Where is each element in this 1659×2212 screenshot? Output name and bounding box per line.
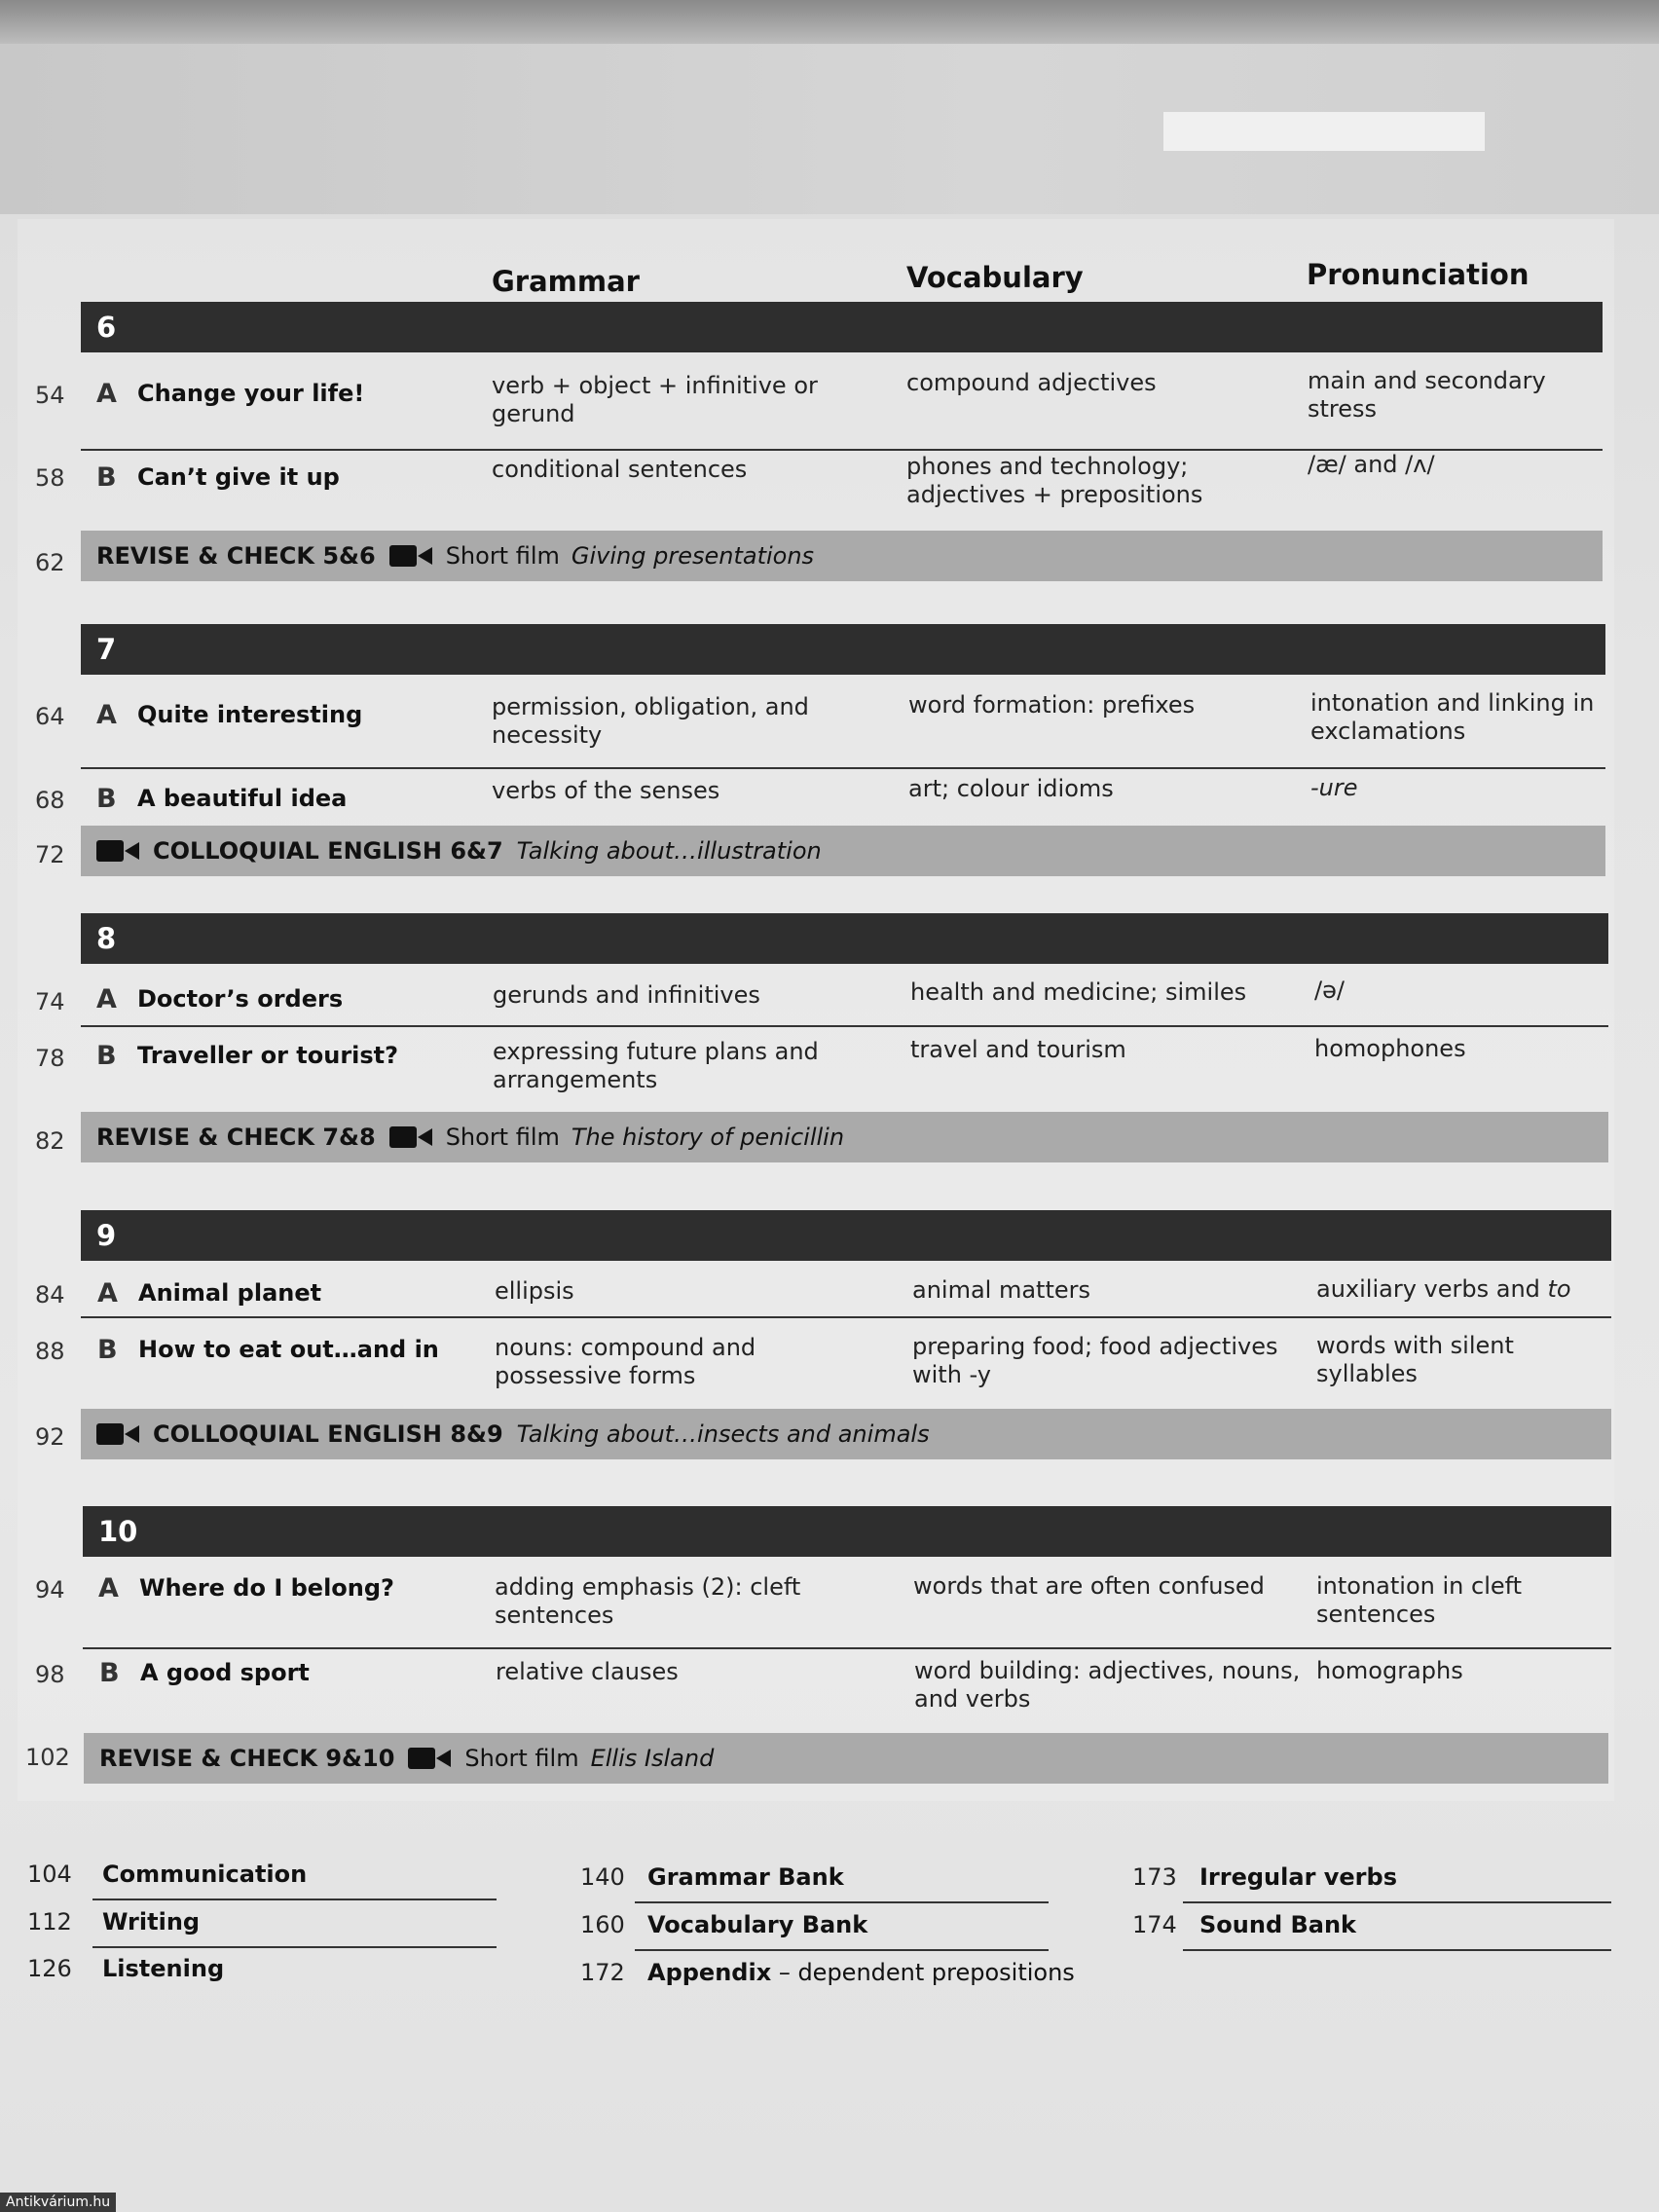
- lesson-letter[interactable]: A: [96, 984, 117, 1014]
- review-title: REVISE & CHECK 9&10: [99, 1745, 395, 1772]
- back-matter-listening[interactable]: Listening: [102, 1955, 225, 1982]
- short-film-label: Short film: [445, 542, 560, 570]
- lesson-page-number: 94: [35, 1576, 65, 1604]
- column-heading-pronunciation: Pronunciation: [1307, 258, 1530, 291]
- row-divider: [83, 1647, 1611, 1649]
- lesson-pronunciation: -ure: [1310, 774, 1358, 801]
- lesson-vocabulary: art; colour idioms: [908, 775, 1114, 802]
- lesson-grammar: permission, obligation, and necessity: [492, 693, 809, 749]
- unit-header-9: 9: [81, 1210, 1611, 1261]
- lesson-grammar: adding emphasis (2): cleft sentences: [495, 1573, 801, 1629]
- review-bar[interactable]: [81, 1112, 1608, 1162]
- lesson-pronunciation: /æ/ and /ʌ/: [1308, 451, 1435, 478]
- lesson-vocabulary: word building: adjectives, nouns, and verbs: [914, 1657, 1301, 1713]
- lesson-grammar: expressing future plans and arrangements: [493, 1038, 819, 1093]
- lesson-grammar: verbs of the senses: [492, 777, 720, 804]
- back-matter-rule: [1183, 1901, 1611, 1903]
- lesson-letter[interactable]: B: [97, 1335, 118, 1365]
- lesson-pronunciation: homographs: [1316, 1657, 1463, 1684]
- lesson-letter[interactable]: B: [96, 1041, 117, 1071]
- lesson-vocabulary: compound adjectives: [906, 369, 1157, 396]
- back-matter-irregular-verbs[interactable]: Irregular verbs: [1199, 1863, 1397, 1891]
- lesson-title[interactable]: Traveller or tourist?: [137, 1042, 399, 1069]
- back-matter-page: 174: [1132, 1911, 1177, 1938]
- lesson-page-number: 98: [35, 1661, 65, 1688]
- lesson-title[interactable]: Where do I belong?: [139, 1574, 394, 1602]
- back-matter-page: 172: [580, 1959, 625, 1986]
- lesson-letter[interactable]: A: [98, 1573, 119, 1604]
- video-camera-icon: [408, 1748, 451, 1769]
- back-matter-vocabulary-bank[interactable]: Vocabulary Bank: [647, 1911, 868, 1938]
- row-divider: [81, 1316, 1611, 1318]
- lesson-letter[interactable]: B: [96, 784, 117, 814]
- lesson-title[interactable]: A beautiful idea: [137, 785, 348, 812]
- lesson-grammar: gerunds and infinitives: [493, 981, 760, 1009]
- lesson-pronunciation: words with silent syllables: [1316, 1332, 1514, 1387]
- review-page-number: 72: [35, 841, 65, 868]
- lesson-vocabulary: preparing food; food adjectives with -y: [912, 1333, 1278, 1388]
- review-bar[interactable]: [81, 826, 1605, 876]
- film-title[interactable]: Talking about…insects and animals: [516, 1420, 930, 1448]
- unit-header-8: 8: [81, 913, 1608, 964]
- review-bar[interactable]: [81, 1409, 1611, 1459]
- lesson-pronunciation: [1316, 1275, 1608, 1304]
- lesson-grammar: nouns: compound and possessive forms: [495, 1334, 756, 1389]
- back-matter-communication[interactable]: Communication: [102, 1861, 308, 1888]
- short-film-label: Short film: [445, 1124, 560, 1151]
- lesson-page-number: 54: [35, 382, 65, 409]
- lesson-page-number: 88: [35, 1338, 65, 1365]
- lesson-vocabulary: words that are often confused: [913, 1572, 1265, 1600]
- lesson-page-number: 58: [35, 464, 65, 492]
- review-page-number: 62: [35, 549, 65, 576]
- review-title: COLLOQUIAL ENGLISH 6&7: [153, 837, 503, 865]
- row-divider: [81, 1025, 1608, 1027]
- film-title[interactable]: The history of penicillin: [571, 1124, 845, 1151]
- back-matter-page: 112: [27, 1908, 72, 1936]
- column-heading-vocabulary: Vocabulary: [906, 261, 1084, 294]
- watermark: Antikvárium.hu: [0, 2193, 116, 2212]
- review-page-number: 82: [35, 1127, 65, 1155]
- unit-header-7: 7: [81, 624, 1605, 675]
- lesson-pronunciation: homophones: [1314, 1035, 1466, 1062]
- back-matter-rule: [635, 1949, 1049, 1951]
- film-title[interactable]: Giving presentations: [571, 542, 815, 570]
- lesson-page-number: 78: [35, 1045, 65, 1072]
- review-title: REVISE & CHECK 7&8: [96, 1124, 376, 1151]
- lesson-letter[interactable]: B: [96, 462, 117, 493]
- back-matter-page: 140: [580, 1863, 625, 1891]
- back-matter-rule: [92, 1946, 497, 1948]
- review-bar[interactable]: [84, 1733, 1608, 1784]
- back-matter-sound-bank[interactable]: Sound Bank: [1199, 1911, 1357, 1938]
- video-camera-icon: [389, 545, 432, 567]
- appendix-label: Appendix: [647, 1959, 772, 1986]
- lesson-title[interactable]: Change your life!: [137, 380, 365, 407]
- lesson-title[interactable]: Doctor’s orders: [137, 985, 344, 1013]
- back-matter-rule: [92, 1899, 497, 1900]
- video-camera-icon: [96, 1423, 139, 1445]
- pronunciation-italic: to: [1547, 1275, 1571, 1303]
- short-film-label: Short film: [464, 1745, 579, 1772]
- lesson-pronunciation: /ə/: [1314, 977, 1345, 1004]
- column-heading-grammar: Grammar: [492, 265, 640, 298]
- lesson-vocabulary: health and medicine; similes: [910, 978, 1247, 1006]
- back-matter-rule: [1183, 1949, 1611, 1951]
- lesson-vocabulary: travel and tourism: [910, 1036, 1126, 1063]
- back-matter-page: 173: [1132, 1863, 1177, 1891]
- pronunciation-text: auxiliary verbs and: [1316, 1275, 1548, 1303]
- lesson-title[interactable]: A good sport: [140, 1659, 310, 1686]
- film-title[interactable]: Ellis Island: [590, 1745, 715, 1772]
- lesson-pronunciation: intonation and linking in exclamations: [1310, 689, 1595, 745]
- video-camera-icon: [96, 840, 139, 862]
- review-title: COLLOQUIAL ENGLISH 8&9: [153, 1420, 503, 1448]
- lesson-grammar: relative clauses: [496, 1658, 679, 1685]
- lesson-letter[interactable]: A: [96, 379, 117, 409]
- lesson-page-number: 68: [35, 787, 65, 814]
- lesson-grammar: ellipsis: [495, 1277, 574, 1305]
- back-matter-page: 126: [27, 1955, 72, 1982]
- review-page-number: 102: [25, 1744, 70, 1771]
- lesson-letter[interactable]: A: [96, 700, 117, 730]
- lesson-title[interactable]: Quite interesting: [137, 701, 363, 728]
- lesson-letter[interactable]: A: [97, 1278, 118, 1309]
- appendix-rest: – dependent prepositions: [771, 1959, 1075, 1986]
- lesson-title[interactable]: How to eat out…and in: [138, 1336, 439, 1363]
- lesson-letter[interactable]: B: [99, 1658, 120, 1688]
- video-camera-icon: [389, 1126, 432, 1148]
- row-divider: [81, 767, 1605, 769]
- lesson-grammar: verb + object + infinitive or gerund: [492, 372, 818, 427]
- lesson-vocabulary: word formation: prefixes: [908, 691, 1196, 719]
- back-matter-writing[interactable]: Writing: [102, 1908, 201, 1936]
- lesson-page-number: 64: [35, 703, 65, 730]
- unit-header-6: 6: [81, 302, 1603, 352]
- film-title[interactable]: Talking about…illustration: [516, 837, 822, 865]
- lesson-title[interactable]: Can’t give it up: [137, 463, 340, 491]
- lesson-vocabulary: phones and technology; adjectives + prepositions: [906, 453, 1203, 508]
- back-matter-rule: [635, 1901, 1049, 1903]
- back-matter-appendix[interactable]: [647, 1959, 1075, 1986]
- unit-header-10: 10: [83, 1506, 1611, 1557]
- review-page-number: 92: [35, 1423, 65, 1451]
- lesson-pronunciation: main and secondary stress: [1308, 367, 1546, 423]
- background-box: [1163, 112, 1485, 151]
- back-matter-grammar-bank[interactable]: Grammar Bank: [647, 1863, 844, 1891]
- lesson-page-number: 84: [35, 1281, 65, 1309]
- lesson-page-number: 74: [35, 988, 65, 1015]
- review-title: REVISE & CHECK 5&6: [96, 542, 376, 570]
- back-matter-page: 104: [27, 1861, 72, 1888]
- lesson-vocabulary: animal matters: [912, 1276, 1091, 1304]
- review-bar[interactable]: [81, 531, 1603, 581]
- lesson-grammar: conditional sentences: [492, 456, 748, 483]
- lesson-title[interactable]: Animal planet: [138, 1279, 322, 1307]
- back-matter-page: 160: [580, 1911, 625, 1938]
- lesson-pronunciation: intonation in cleft sentences: [1316, 1572, 1523, 1628]
